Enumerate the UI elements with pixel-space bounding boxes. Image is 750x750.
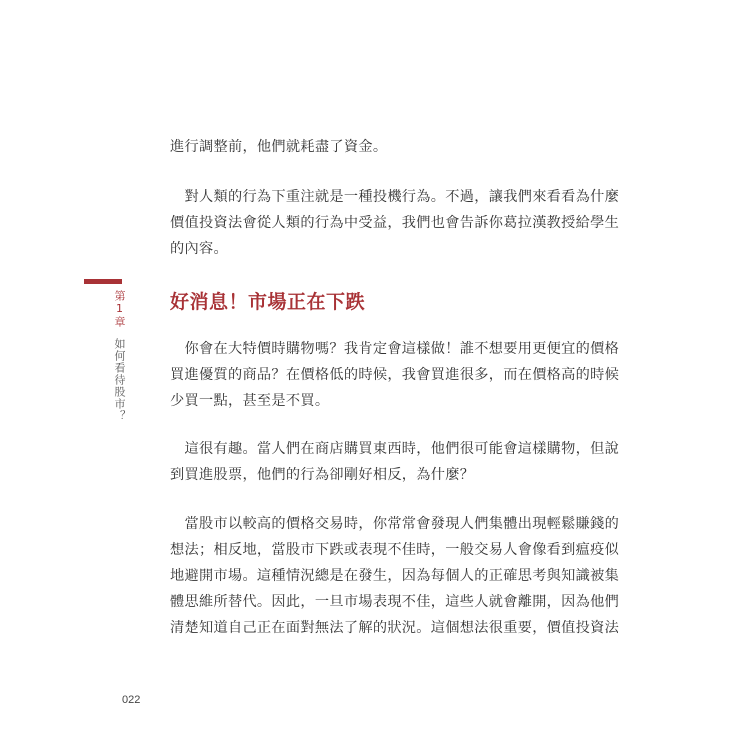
- paragraph-3: [170, 336, 620, 414]
- section-heading: 好消息！市場正在下跌: [170, 291, 366, 313]
- chapter-number: 第1章: [113, 290, 126, 328]
- paragraph-line: 到買進股票，他們的行為卻剛好相反，為什麼？: [170, 467, 475, 483]
- paragraph-line: 買進優質的商品？在價格低的時候，我會買進很多，而在價格高的時候: [170, 367, 620, 383]
- paragraph-line: 進行調整前，他們就耗盡了資金。: [170, 139, 388, 155]
- page-number: 022: [122, 694, 141, 706]
- paragraph-line: 地避開市場。這種情況總是在發生，因為每個人的正確思考與知識被集: [170, 568, 620, 584]
- paragraph-line: 對人類的行為下重注就是一種投機行為。不過，讓我們來看看為什麼: [170, 189, 620, 205]
- paragraph-5: [170, 511, 620, 641]
- paragraph-line: 少買一點，甚至是不買。: [170, 393, 330, 409]
- chapter-marker-bar: [84, 279, 122, 284]
- paragraph-line: 清楚知道自己正在面對無法了解的狀況。這個想法很重要，價值投資法: [170, 620, 620, 636]
- paragraph-line: 想法；相反地，當股市下跌或表現不佳時，一般交易人會像看到瘟疫似: [170, 542, 620, 558]
- paragraph-1: [170, 134, 590, 160]
- paragraph-line: 當股市以較高的價格交易時，你常常會發現人們集體出現輕鬆賺錢的: [170, 516, 620, 532]
- paragraph-line: 體思維所替代。因此，一旦市場表現不佳，這些人就會離開，因為他們: [170, 594, 620, 610]
- paragraph-line: 價值投資法會從人類的行為中受益，我們也會告訴你葛拉漢教授給學生: [170, 215, 620, 231]
- paragraph-line: 的內容。: [170, 241, 228, 257]
- paragraph-line: 這很有趣。當人們在商店購買東西時，他們很可能會這樣購物，但說: [170, 441, 620, 457]
- chapter-title: 如何看待股市？: [113, 338, 126, 422]
- paragraph-line: 你會在大特價時購物嗎？我肯定會這樣做！誰不想要用更便宜的價格: [170, 341, 620, 357]
- chapter-side-label: [110, 290, 126, 422]
- paragraph-2: [170, 184, 620, 262]
- paragraph-4: [170, 436, 620, 488]
